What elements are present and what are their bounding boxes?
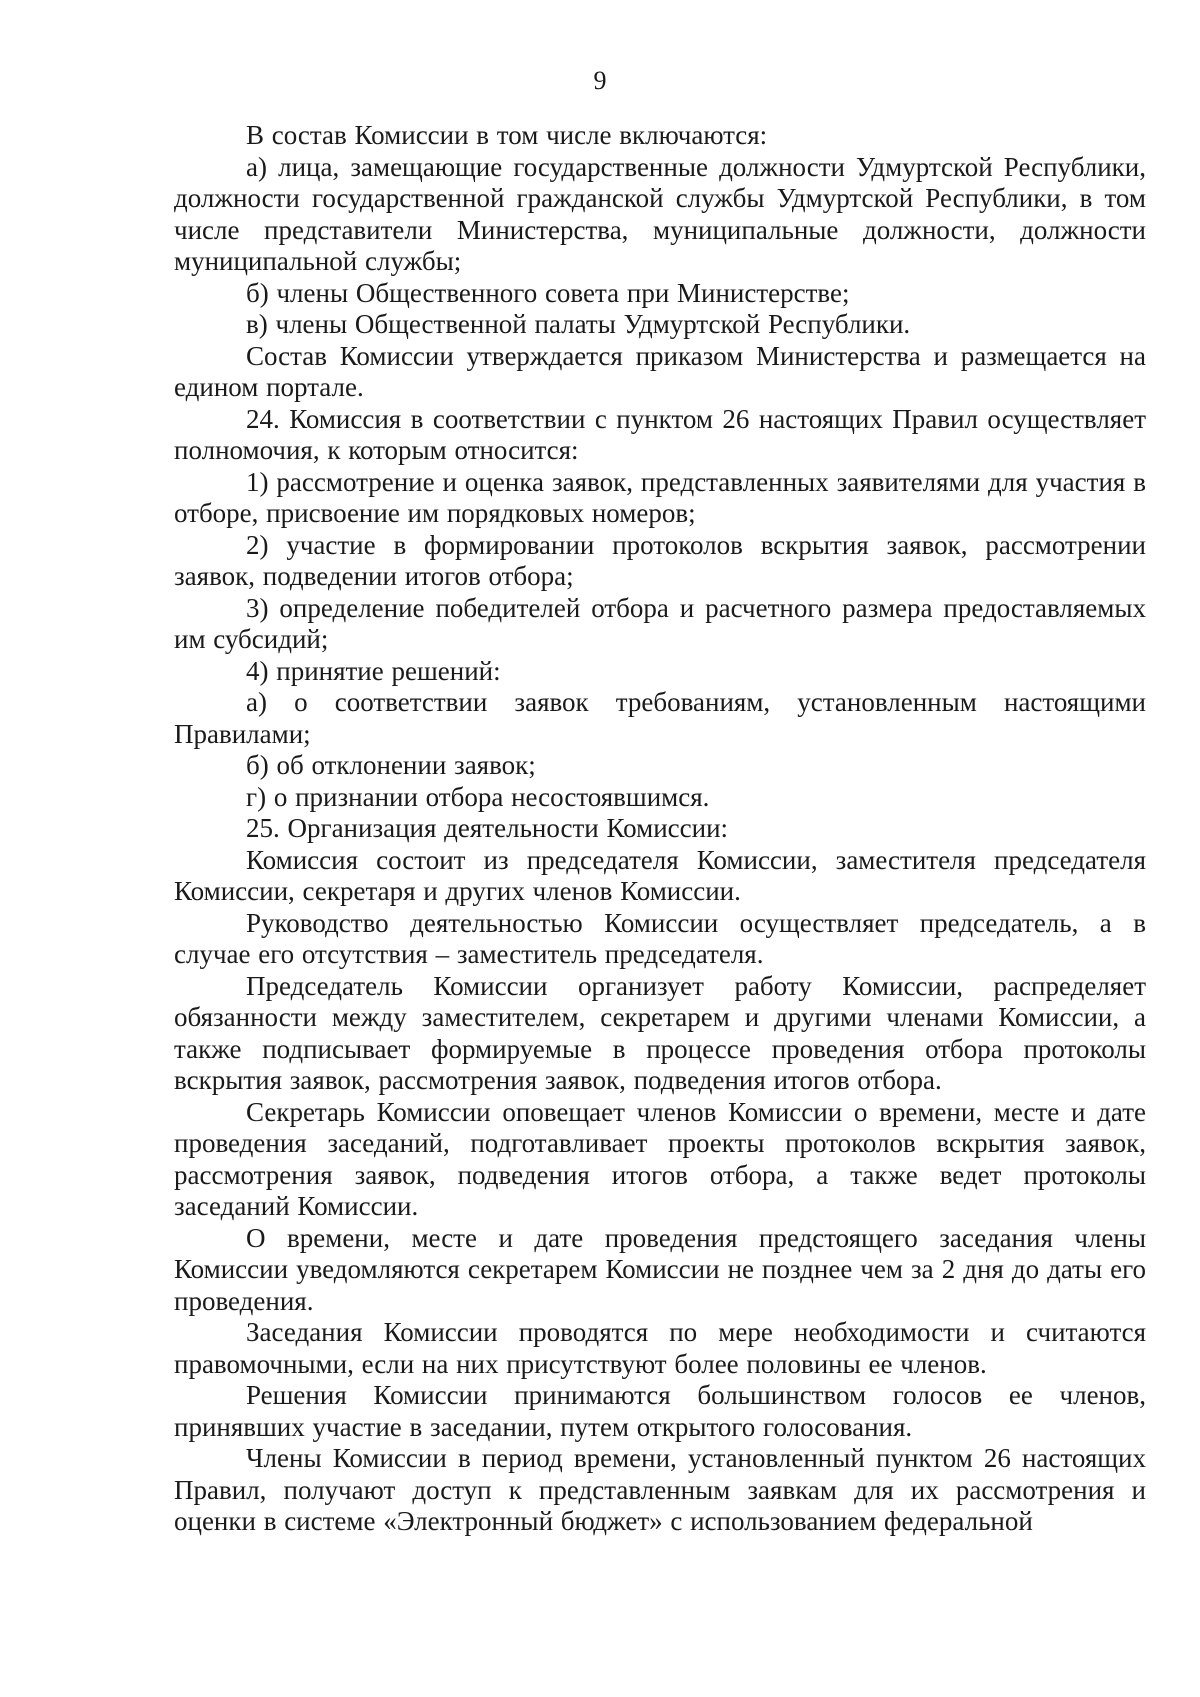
paragraph: б) члены Общественного совета при Министерстве; — [246, 277, 850, 308]
paragraph: В состав Комиссии в том числе включаются: — [246, 120, 768, 150]
paragraph: а) лица, замещающие государственные должности Удмуртской Республики, должности государственной гражданской службы Удмуртской Республики, в том числе представители Министерства, муниципальные должности, должности муниципальной службы; — [174, 151, 1146, 276]
paragraph: Решения Комиссии принимаются большинством голосов ее членов, принявших участие в заседании, путем открытого голосования. — [174, 1380, 1146, 1442]
paragraph: Руководство деятельностью Комиссии осуществляет председатель, а в случае его отсутствия – заместитель председателя. — [174, 907, 1146, 969]
paragraph: Заседания Комиссии проводятся по мере необходимости и считаются правомочными, если на них присутствуют более половины ее членов. — [174, 1317, 1146, 1379]
paragraph: Состав Комиссии утверждается приказом Министерства и размещается на едином портале. — [174, 340, 1146, 402]
paragraph: 25. Организация деятельности Комиссии: — [246, 813, 729, 843]
paragraph: 4) принятие решений: — [246, 655, 501, 686]
paragraph: в) члены Общественной палаты Удмуртской Республики. — [246, 309, 911, 339]
paragraph: 1) рассмотрение и оценка заявок, представленных заявителями для участия в отборе, присвоение им порядковых номеров; — [174, 466, 1146, 528]
paragraph: 2) участие в формировании протоколов вскрытия заявок, рассмотрении заявок, подведении итогов отбора; — [174, 529, 1146, 591]
paragraph: Председатель Комиссии организует работу Комиссии, распределяет обязанности между заместителем, секретарем и другими членами Комиссии, а также подписывает формируемые в процессе проведения отбора протоколы вскрытия заявок, рассмотрения заявок, подведения итогов отбора. — [174, 970, 1146, 1095]
paragraph: Секретарь Комиссии оповещает членов Комиссии о времени, месте и дате проведения заседаний, подготавливает проекты протоколов вскрытия заявок, рассмотрения заявок, подведения итогов отбора, а также ведет протоколы заседаний Комиссии. — [174, 1096, 1146, 1221]
paragraph: Комиссия состоит из председателя Комиссии, заместителя председателя Комиссии, секретаря и других членов Комиссии. — [174, 844, 1146, 906]
paragraph: б) об отклонении заявок; — [246, 750, 536, 780]
page-number: 9 — [593, 66, 607, 95]
paragraph: 3) определение победителей отбора и расчетного размера предоставляемых им субсидий; — [174, 592, 1146, 654]
paragraph: г) о признании отбора несостоявшимся. — [246, 781, 710, 812]
paragraph: Члены Комиссии в период времени, установленный пунктом 26 настоящих Правил, получают доступ к представленным заявкам для их рассмотрения и оценки в системе «Электронный бюджет» с использованием федеральной — [174, 1443, 1146, 1536]
document-body — [174, 120, 1146, 1538]
paragraph: 24. Комиссия в соответствии с пунктом 26 настоящих Правил осуществляет полномочия, к которым относится: — [174, 403, 1146, 465]
paragraph: а) о соответствии заявок требованиям, установленным настоящими Правилами; — [174, 687, 1146, 749]
paragraph: О времени, месте и дате проведения предстоящего заседания члены Комиссии уведомляются секретарем Комиссии не позднее чем за 2 дня до даты его проведения. — [174, 1222, 1146, 1316]
